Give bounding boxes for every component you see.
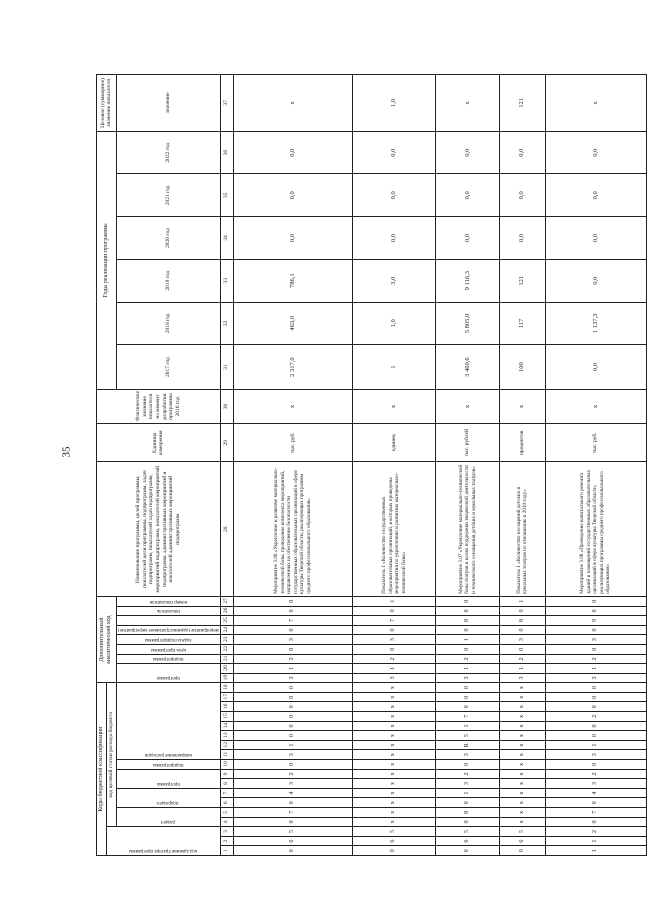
code-cell: 3 bbox=[353, 635, 436, 645]
analytic-subprogram-header: подпрограмма bbox=[116, 654, 220, 664]
row-2017-cell: 100 bbox=[499, 345, 545, 390]
code-cell: 0 bbox=[233, 683, 353, 693]
code-cell: 0 bbox=[435, 625, 499, 635]
code-cell: 0 bbox=[233, 731, 353, 741]
row-base-cell: х bbox=[435, 389, 499, 423]
years-group-header: Годы реализации программы bbox=[97, 131, 117, 389]
column-number: 26 bbox=[220, 606, 233, 616]
unit-header: Единица измерения bbox=[97, 424, 221, 462]
subsection-header: подраздел bbox=[116, 788, 220, 807]
analytic-group-header: Дополнительный аналитический код bbox=[97, 596, 117, 682]
row-unit-cell: тыс. руб. bbox=[233, 424, 353, 462]
row-2018-cell: 5 805,0 bbox=[435, 302, 499, 345]
code-cell: х bbox=[353, 702, 436, 712]
column-number: 24 bbox=[220, 625, 233, 635]
row-2020-cell: 0,0 bbox=[545, 217, 646, 260]
code-cell: х bbox=[499, 769, 545, 779]
column-number: 29 bbox=[220, 424, 233, 462]
year-2022-header: 2022 год bbox=[116, 131, 220, 174]
code-cell: 0 bbox=[435, 692, 499, 702]
column-number: 17 bbox=[220, 692, 233, 702]
landscape-table-container bbox=[96, 74, 612, 856]
code-cell: 3 bbox=[545, 673, 646, 683]
row-2019-cell: 786,1 bbox=[233, 259, 353, 302]
code-cell: х bbox=[353, 721, 436, 731]
table-body bbox=[233, 75, 646, 856]
row-2021-cell: 0,0 bbox=[545, 174, 646, 217]
column-number: 32 bbox=[220, 302, 233, 345]
row-2019-cell: 121 bbox=[499, 259, 545, 302]
header-row-1 bbox=[97, 75, 107, 856]
row-2021-cell: 0,0 bbox=[435, 174, 499, 217]
code-cell: 0 bbox=[233, 846, 353, 856]
code-cell: 0 bbox=[545, 644, 646, 654]
row-2020-cell: 0,0 bbox=[435, 217, 499, 260]
measure-indicator-header: показатель bbox=[116, 606, 220, 616]
code-cell: х bbox=[499, 683, 545, 693]
direction-header: направление расходов bbox=[116, 683, 220, 760]
table-row bbox=[499, 75, 545, 856]
code-cell: 0 bbox=[233, 702, 353, 712]
column-numbers-row bbox=[220, 75, 233, 856]
code-cell: 7 bbox=[233, 808, 353, 818]
column-number: 7 bbox=[220, 788, 233, 798]
column-number: 18 bbox=[220, 683, 233, 693]
row-unit-cell: тыс. рублей bbox=[435, 424, 499, 462]
row-2022-cell: 0,0 bbox=[233, 131, 353, 174]
code-cell: 3 bbox=[233, 750, 353, 760]
code-cell: 3 bbox=[499, 635, 545, 645]
code-cell: 0 bbox=[435, 596, 499, 606]
code-cell: х bbox=[499, 702, 545, 712]
table-row bbox=[545, 75, 646, 856]
column-number: 27 bbox=[220, 596, 233, 606]
column-number: 19 bbox=[220, 673, 233, 683]
code-cell: 1 bbox=[435, 721, 499, 731]
row-2022-cell: 0,0 bbox=[499, 131, 545, 174]
column-number: 25 bbox=[220, 616, 233, 626]
code-cell: 2 bbox=[435, 769, 499, 779]
code-cell: х bbox=[499, 798, 545, 808]
column-number: 10 bbox=[220, 760, 233, 770]
code-cell: 3 bbox=[545, 779, 646, 789]
code-cell: 2 bbox=[353, 654, 436, 664]
code-cell: х bbox=[499, 808, 545, 818]
code-cell: 3 bbox=[499, 673, 545, 683]
row-final-cell: х bbox=[435, 75, 499, 132]
code-cell: 7 bbox=[353, 616, 436, 626]
admin-code-header: код администратора программы bbox=[107, 827, 220, 856]
year-2020-header: 2020 год bbox=[116, 217, 220, 260]
code-cell: 3 bbox=[233, 779, 353, 789]
code-cell: х bbox=[353, 712, 436, 722]
code-cell: 0 bbox=[353, 625, 436, 635]
code-cell: 3 bbox=[545, 750, 646, 760]
row-2019-cell: 3,0 bbox=[353, 259, 436, 302]
code-cell: 1 bbox=[435, 635, 499, 645]
code-cell: 2 bbox=[435, 654, 499, 664]
code-cell: 1 bbox=[353, 664, 436, 674]
code-cell: 6 bbox=[499, 836, 545, 846]
final-group-header: Целевое (суммарное) значение показателя bbox=[97, 75, 117, 132]
code-cell: 5 bbox=[435, 827, 499, 837]
code-cell: 0 bbox=[545, 817, 646, 827]
code-cell: 1 bbox=[545, 846, 646, 856]
code-cell: 7 bbox=[435, 712, 499, 722]
code-cell: 0 bbox=[545, 721, 646, 731]
code-cell: 0 bbox=[435, 683, 499, 693]
code-cell: 1 bbox=[499, 596, 545, 606]
code-cell: 7 bbox=[545, 808, 646, 818]
column-number: 6 bbox=[220, 798, 233, 808]
row-2020-cell: 0,0 bbox=[499, 217, 545, 260]
column-number: 5 bbox=[220, 808, 233, 818]
code-cell: 6 bbox=[233, 836, 353, 846]
code-cell: 0 bbox=[233, 596, 353, 606]
code-cell: 1 bbox=[545, 740, 646, 750]
row-2021-cell: 0,0 bbox=[233, 174, 353, 217]
row-base-cell: х bbox=[499, 389, 545, 423]
column-number: 23 bbox=[220, 635, 233, 645]
page-number: 35 bbox=[60, 446, 73, 458]
column-number: 20 bbox=[220, 664, 233, 674]
code-cell: 2 bbox=[499, 654, 545, 664]
code-cell: 0 bbox=[545, 760, 646, 770]
code-cell: 0 bbox=[545, 731, 646, 741]
row-name-cell: Мероприятие 3.07 «Укрепление материально-технической базы театров в целях поддержки творческой деятельности и технического оснащения детских и кукольных театров» bbox=[435, 462, 499, 596]
code-cell: 0 bbox=[233, 606, 353, 616]
column-number: 28 bbox=[220, 462, 233, 596]
code-cell: 1 bbox=[353, 596, 436, 606]
code-cell: 0 bbox=[545, 606, 646, 616]
code-cell: 0 bbox=[233, 625, 353, 635]
code-cell: 0 bbox=[435, 817, 499, 827]
code-cell: R bbox=[435, 740, 499, 750]
code-cell: 0 bbox=[233, 712, 353, 722]
column-number: 21 bbox=[220, 654, 233, 664]
year-2021-header: 2021 год bbox=[116, 174, 220, 217]
code-cell: 0 bbox=[499, 625, 545, 635]
column-number: 22 bbox=[220, 644, 233, 654]
code-cell: 4 bbox=[233, 788, 353, 798]
code-cell: 8 bbox=[499, 616, 545, 626]
code-cell: х bbox=[499, 692, 545, 702]
code-cell: 7 bbox=[233, 616, 353, 626]
code-cell: х bbox=[353, 788, 436, 798]
row-2022-cell: 0,0 bbox=[435, 131, 499, 174]
code-cell: х bbox=[353, 683, 436, 693]
analytic-program-header: программа bbox=[116, 664, 220, 683]
code-cell: 2 bbox=[545, 654, 646, 664]
row-2019-cell: 0,0 bbox=[545, 259, 646, 302]
subprogram-header: подпрограмма bbox=[116, 760, 220, 770]
code-cell: 3 bbox=[545, 635, 646, 645]
code-cell: х bbox=[353, 731, 436, 741]
column-number: 36 bbox=[220, 131, 233, 174]
row-name-cell: Мероприятие 3.06 «Укрепление и развитие материально-технической базы, проведение комплекса мероприятий, направленных на обеспечение безопасности государственных образовательных организаций в сфере культуры Тверской области, реализующих программы среднего профессионального образования» bbox=[233, 462, 353, 596]
code-cell: х bbox=[499, 788, 545, 798]
column-number: 12 bbox=[220, 740, 233, 750]
code-cell: х bbox=[499, 779, 545, 789]
row-name-cell: Показатель 1 «Количество государственных образовательных организаций, в которых проведены мероприятия по укреплению и развитию материально-технической базы» bbox=[353, 462, 436, 596]
code-cell: 2 bbox=[233, 654, 353, 664]
row-base-cell: х bbox=[545, 389, 646, 423]
row-2017-cell: 1 bbox=[353, 345, 436, 390]
code-cell: 5 bbox=[233, 827, 353, 837]
column-number: 9 bbox=[220, 769, 233, 779]
code-cell: 1 bbox=[499, 664, 545, 674]
column-number: 13 bbox=[220, 731, 233, 741]
code-cell: 6 bbox=[353, 836, 436, 846]
row-final-cell: х bbox=[545, 75, 646, 132]
code-cell: х bbox=[353, 798, 436, 808]
code-cell: 3 bbox=[233, 673, 353, 683]
code-cell: 3 bbox=[435, 750, 499, 760]
code-cell: 0 bbox=[545, 702, 646, 712]
code-cell: 8 bbox=[435, 808, 499, 818]
row-2017-cell: 0,0 bbox=[545, 345, 646, 390]
code-cell: 1 bbox=[545, 836, 646, 846]
code-cell: 0 bbox=[233, 798, 353, 808]
code-cell: 0 bbox=[233, 817, 353, 827]
code-cell: 3 bbox=[353, 673, 436, 683]
row-2022-cell: 0,0 bbox=[545, 131, 646, 174]
year-2019-header: 2019 год bbox=[116, 259, 220, 302]
code-cell: 3 bbox=[435, 673, 499, 683]
column-number: 34 bbox=[220, 217, 233, 260]
table-row bbox=[233, 75, 353, 856]
column-number: 37 bbox=[220, 75, 233, 132]
table-row bbox=[353, 75, 436, 856]
column-number: 8 bbox=[220, 779, 233, 789]
code-cell: х bbox=[499, 721, 545, 731]
row-final-cell: 1,0 bbox=[353, 75, 436, 132]
code-cell: х bbox=[353, 769, 436, 779]
code-cell: х bbox=[353, 817, 436, 827]
row-2018-cell: 463,0 bbox=[233, 302, 353, 345]
code-cell: 0 bbox=[499, 846, 545, 856]
row-2017-cell: 3 460,6 bbox=[435, 345, 499, 390]
code-cell: 3 bbox=[233, 635, 353, 645]
code-cell: 4 bbox=[545, 788, 646, 798]
row-2020-cell: 0,0 bbox=[233, 217, 353, 260]
code-cell: х bbox=[353, 779, 436, 789]
column-number: 1 bbox=[220, 846, 233, 856]
row-unit-cell: процентов bbox=[499, 424, 545, 462]
code-cell: х bbox=[499, 740, 545, 750]
row-base-cell: х bbox=[233, 389, 353, 423]
code-cell: х bbox=[353, 808, 436, 818]
row-unit-cell: тыс. руб. bbox=[545, 424, 646, 462]
code-cell: 5 bbox=[353, 827, 436, 837]
measure-action-header: мероприятие (административное мероприятие) bbox=[116, 625, 220, 635]
column-number: 3 bbox=[220, 827, 233, 837]
code-cell: х bbox=[499, 817, 545, 827]
code-cell: 0 bbox=[545, 692, 646, 702]
section-header: раздел bbox=[116, 808, 220, 827]
code-cell: 1 bbox=[233, 664, 353, 674]
code-cell: 0 bbox=[233, 760, 353, 770]
row-2018-cell: 1 137,3 bbox=[545, 302, 646, 345]
rotated-table-area bbox=[96, 74, 612, 856]
code-cell: 2 bbox=[545, 827, 646, 837]
row-2020-cell: 0,0 bbox=[353, 217, 436, 260]
row-2022-cell: 0,0 bbox=[353, 131, 436, 174]
expense-number-header: номер показателя bbox=[116, 596, 220, 606]
code-cell: 0 bbox=[435, 760, 499, 770]
code-cell: 0 bbox=[233, 721, 353, 731]
column-number: 14 bbox=[220, 721, 233, 731]
final-value-header: значение bbox=[116, 75, 220, 132]
code-cell: 2 bbox=[545, 769, 646, 779]
code-cell: 0 bbox=[499, 606, 545, 616]
code-cell: 1 bbox=[545, 664, 646, 674]
code-cell: 1 bbox=[435, 788, 499, 798]
code-cell: х bbox=[499, 712, 545, 722]
code-cell: 0 bbox=[435, 644, 499, 654]
code-cell: 0 bbox=[545, 798, 646, 808]
year-2018-header: 2018 год bbox=[116, 302, 220, 345]
program-goal-header: цель программы bbox=[116, 644, 220, 654]
code-cell: 0 bbox=[233, 692, 353, 702]
row-name-cell: Показатель 1 «Количество посещений детских и кукольных театров по отношению к 2010 году» bbox=[499, 462, 545, 596]
code-cell: 0 bbox=[499, 644, 545, 654]
code-cell: х bbox=[353, 692, 436, 702]
code-cell: 0 bbox=[435, 846, 499, 856]
codes-group-header: Коды бюджетной классификации bbox=[97, 683, 107, 856]
code-cell: 0 bbox=[353, 846, 436, 856]
code-cell: х bbox=[353, 760, 436, 770]
row-unit-cell: единиц bbox=[353, 424, 436, 462]
row-2021-cell: 0,0 bbox=[353, 174, 436, 217]
code-cell: 1 bbox=[233, 740, 353, 750]
code-cell: 2 bbox=[545, 712, 646, 722]
code-cell: 5 bbox=[435, 731, 499, 741]
row-2021-cell: 0,0 bbox=[499, 174, 545, 217]
code-cell: 0 bbox=[435, 702, 499, 712]
column-number: 30 bbox=[220, 389, 233, 423]
code-cell: 5 bbox=[499, 827, 545, 837]
column-number: 16 bbox=[220, 702, 233, 712]
row-2019-cell: 9 116,3 bbox=[435, 259, 499, 302]
code-cell: 0 bbox=[545, 596, 646, 606]
code-cell: 1 bbox=[435, 664, 499, 674]
code-cell: 3 bbox=[435, 779, 499, 789]
name-header: Наименование программы, целей программы, показателей цели программы, подпрограмм, задач подпрограмм, показателей задач подпрограмм, мероприятий подпрограмм, показателей мероприятий подпрограмм, административных мероприятий и показателей административных мероприятий подпрограмм bbox=[97, 462, 221, 596]
code-cell: 0 bbox=[435, 798, 499, 808]
code-cell: х bbox=[353, 740, 436, 750]
column-number: 4 bbox=[220, 817, 233, 827]
code-cell: х bbox=[499, 750, 545, 760]
code-cell: х bbox=[353, 750, 436, 760]
column-number: 35 bbox=[220, 174, 233, 217]
row-final-cell: 121 bbox=[499, 75, 545, 132]
row-2017-cell: 2 317,0 bbox=[233, 345, 353, 390]
column-number: 11 bbox=[220, 750, 233, 760]
column-number: 2 bbox=[220, 836, 233, 846]
program-table bbox=[96, 74, 647, 856]
code-cell: х bbox=[499, 760, 545, 770]
column-number: 31 bbox=[220, 345, 233, 390]
year-2017-header: 2017 год bbox=[116, 345, 220, 390]
code-cell: 0 bbox=[353, 644, 436, 654]
code-cell: 0 bbox=[545, 683, 646, 693]
column-number: 33 bbox=[220, 259, 233, 302]
code-cell: 0 bbox=[233, 644, 353, 654]
program-header: программа bbox=[116, 769, 220, 788]
code-cell: 2 bbox=[233, 769, 353, 779]
measure-action-header-2 bbox=[116, 616, 220, 626]
row-2018-cell: 117 bbox=[499, 302, 545, 345]
code-cell: 0 bbox=[545, 625, 646, 635]
column-number: 15 bbox=[220, 712, 233, 722]
base-value-header: Фактическое значение показателя на момент разработки программы 2016 год bbox=[97, 389, 221, 423]
expense-code-group-header: код целевой статьи расхода бюджета bbox=[107, 683, 117, 827]
code-cell: 9 bbox=[545, 616, 646, 626]
row-2018-cell: 1,0 bbox=[353, 302, 436, 345]
row-final-cell: х bbox=[233, 75, 353, 132]
code-cell: 0 bbox=[435, 606, 499, 616]
code-cell: 6 bbox=[435, 836, 499, 846]
table-row bbox=[435, 75, 499, 856]
code-cell: 0 bbox=[353, 606, 436, 616]
row-name-cell: Мероприятие 3.08 «Проведение капитального ремонта зданий и помещений государственных образовательных организаций в сфере культуры Тверской области, реализующих программы среднего профессионального образования» bbox=[545, 462, 646, 596]
code-cell: х bbox=[499, 731, 545, 741]
row-base-cell: х bbox=[353, 389, 436, 423]
subprogram-task-header: задача подпрограммы bbox=[116, 635, 220, 645]
code-cell: 8 bbox=[435, 616, 499, 626]
